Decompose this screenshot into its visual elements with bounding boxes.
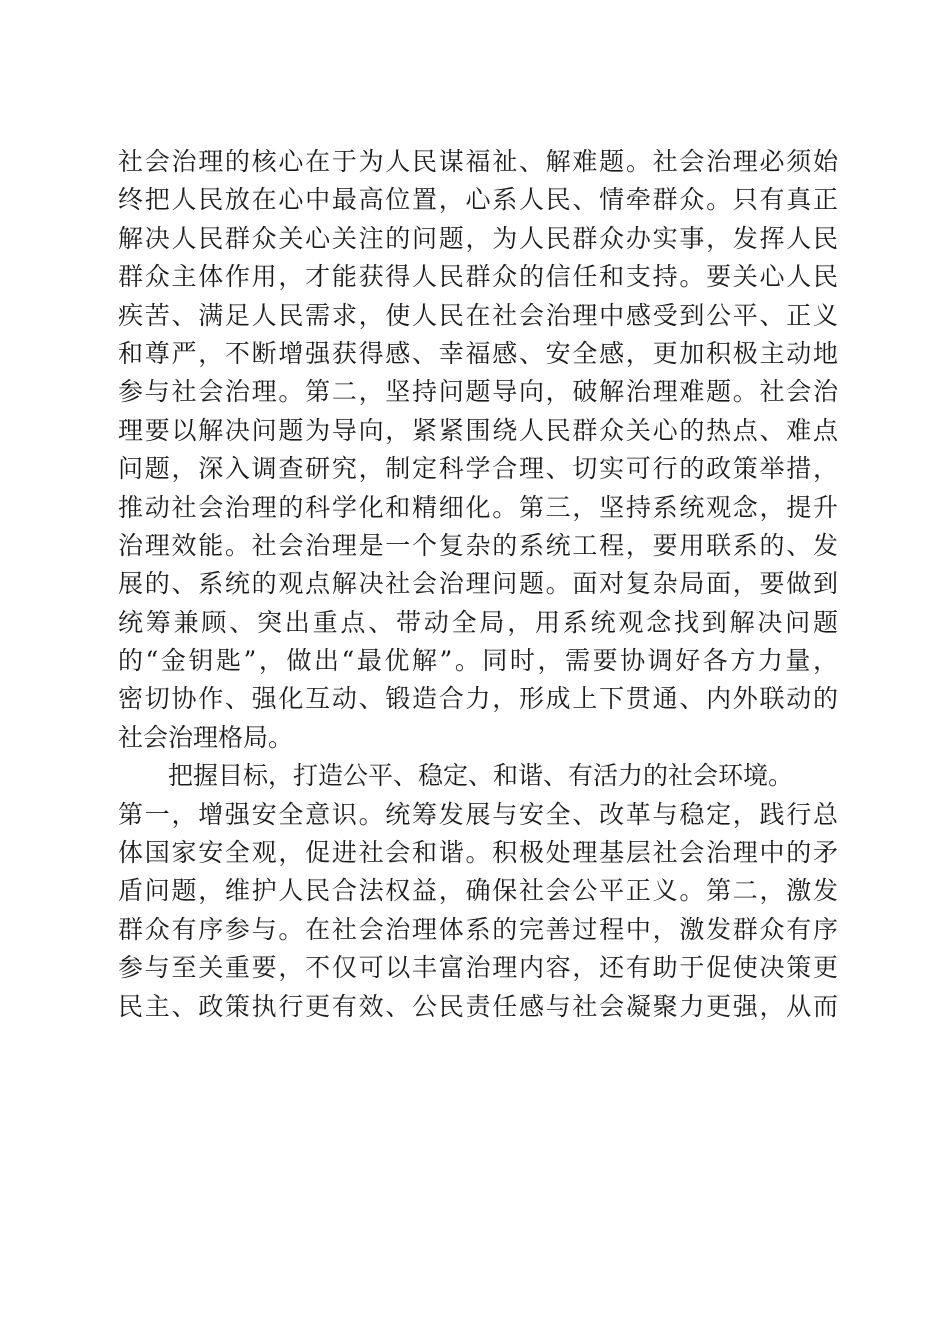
text-line: 盾问题，维护人民合法权益，确保社会公平正义。第二，激发 bbox=[118, 876, 838, 906]
text-line: 社会治理的核心在于为人民谋福祉、解难题。社会治理必须始 bbox=[118, 147, 838, 176]
text-line: 和尊严，不断增强获得感、幸福感、安全感，更加积极主动地 bbox=[118, 338, 838, 368]
text-line: 统筹兼顾、突出重点、带动全局，用系统观念找到解决问题 bbox=[118, 607, 838, 637]
text-line: 终把人民放在心中最高位置，心系人民、情牵群众。只有真正 bbox=[118, 185, 838, 215]
text-line: 推动社会治理的科学化和精细化。第三，坚持系统观念，提升 bbox=[118, 492, 838, 522]
text-line: 治理效能。社会治理是一个复杂的系统工程，要用联系的、发 bbox=[118, 530, 838, 560]
text-line: 群众有序参与。在社会治理体系的完善过程中，激发群众有序 bbox=[118, 914, 838, 944]
text-line: 民主、政策执行更有效、公民责任感与社会凝聚力更强，从而 bbox=[118, 991, 838, 1021]
text-line-paragraph-end: 社会治理格局。 bbox=[118, 722, 294, 752]
text-line: 参与社会治理。第二，坚持问题导向，破解治理难题。社会治 bbox=[118, 377, 838, 407]
text-line: 理要以解决问题为导向，紧紧围绕人民群众关心的热点、难点 bbox=[118, 415, 838, 445]
text-line-paragraph-start: 把握目标，打造公平、稳定、和谐、有活力的社会环境。 bbox=[168, 761, 794, 791]
text-line: 展的、系统的观点解决社会治理问题。面对复杂局面，要做到 bbox=[118, 569, 838, 599]
text-line: 疾苦、满足人民需求，使人民在社会治理中感受到公平、正义 bbox=[118, 300, 838, 330]
body-text bbox=[118, 143, 838, 1026]
text-line: 第一，增强安全意识。统筹发展与安全、改革与稳定，践行总 bbox=[118, 799, 838, 829]
text-line: 的“金钥匙”，做出“最优解”。同时，需要协调好各方力量， bbox=[118, 646, 838, 676]
text-line: 体国家安全观，促进社会和谐。积极处理基层社会治理中的矛 bbox=[118, 838, 838, 868]
text-line: 参与至关重要，不仅可以丰富治理内容，还有助于促使决策更 bbox=[118, 953, 838, 983]
text-line: 密切协作、强化互动、锻造合力，形成上下贯通、内外联动的 bbox=[118, 684, 838, 714]
text-line: 群众主体作用，才能获得人民群众的信任和支持。要关心人民 bbox=[118, 262, 838, 292]
text-line: 问题，深入调查研究，制定科学合理、切实可行的政策举措， bbox=[118, 454, 838, 484]
text-line: 解决人民群众关心关注的问题，为人民群众办实事，发挥人民 bbox=[118, 223, 838, 253]
